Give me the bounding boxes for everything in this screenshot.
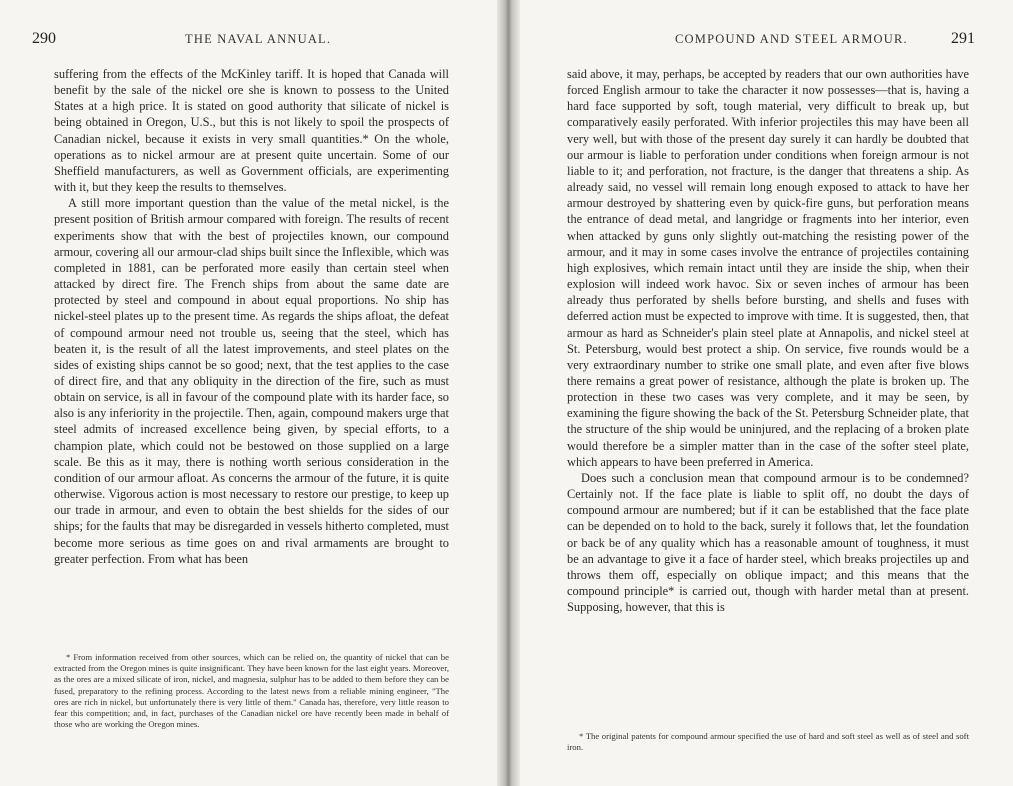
left-body-text <box>54 66 449 567</box>
right-footnote <box>567 731 969 753</box>
left-footnote <box>54 652 449 730</box>
right-body-text <box>567 66 969 615</box>
right-paragraph-1: said above, it may, perhaps, be accepted by readers that our own authorities have forced English armour to take the character it now possesses—that is, having a hard face supported by soft, tough material, very difficult to break up, but comparatively easily perforated. With inferior projectiles this may have been all very well, but with those of the present day surely it can hardly be doubted that our armour is liable to perforation under conditions when foreign armour is not liable to it; and perforation, not fracture, is the danger that threatens a ship. As already said, no vessel will remain long enough exposed to attack to have her armour destroyed by shattering even by quick-fire guns, but perforation means the entrance of dead metal, and langridge or fragments into her interior, even when attacked by guns only slightly out-matching the resisting power of the armour, and it may in some cases involve the entrance of projectiles containing high explosives, which remain intact until they are inside the ship, when their explosion will indeed work havoc. Six or seven inches of armour has been already thus perforated by shells before bursting, and shells and fuses with deferred action must be expected to improve with time. It is suggested, then, that armour as hard as Schneider's plain steel plate at Annapolis, and nickel steel at St. Petersburg, would best protect a ship. On service, five rounds would be a very extraordinary number to strike one small plate, and even after five blows there remains a great power of resistance, although the plate is broken up. The protection in these two cases was very complete, and it may be seen, by examining the figure showing the back of the St. Petersburg Schneider plate, that the structure of the ship would be uninjured, and the replacing of a broken plate would therefore be a simpler matter than in the case of the softer steel plate, which appears to have been preferred in America. <box>567 67 969 469</box>
left-paragraph-1: suffering from the effects of the McKinley tariff. It is hoped that Canada will benefit by the sale of the nickel ore she is known to possess to the United States at a high price. It is stated on good authority that silicate of nickel is being obtained in Oregon, U.S., but this is not likely to spoil the prospects of Canadian nickel, because it exists in very small quantities.* On the whole, operations as to nickel armour are at present quite uncertain. Some of our Sheffield manufacturers, as well as Government officials, are experimenting with it, but they keep the results to themselves. <box>54 67 449 195</box>
right-footnote-text: * The original patents for compound armour specified the use of hard and soft steel as well as of steel and soft iron. <box>567 731 969 753</box>
right-page <box>520 0 1013 786</box>
left-page <box>0 0 497 786</box>
left-paragraph-2: A still more important question than the value of the metal nickel, is the present position of British armour compared with foreign. The results of recent experiments show that with the best of projectiles known, our compound armour, covering all our armour-clad ships built since the Inflexible, which was completed in 1881, can be perforated more easily than certain steel when attacked by direct fire. The French ships from about the same date are protected by steel and compound in about equal proportions. No ship has nickel-steel plates up to the present time. As regards the ships afloat, the defeat of compound armour need not trouble us, seeing that the steel, which has beaten it, is the result of all the latest improvements, and steel plates on the sides of existing ships cannot be so good; next, that the test applies to the case of direct fire, and that any obliquity in the direction of the fire, such as must obtain on service, is all in favour of the compound plate with its harder face, so also is any inferiority in the projectile. Then, again, compound makers urge that steel admits of increased excellence being given, by special efforts, to a champion plate, which could not be bestowed on those supplied on a large scale. Be this as it may, there is nothing worth serious consideration in the condition of our armour afloat. As concerns the armour of the future, it is quite otherwise. Vigorous action is most necessary to restore our prestige, to keep up our trade in armour, and even to obtain the best shields for the sides of our ships; for the faults that may be disregarded in vessels hitherto completed, must become more serious as time goes on and rival armaments are brought to greater perfection. From what has been <box>54 196 449 566</box>
left-page-number: 290 <box>32 30 56 47</box>
left-running-head: THE NAVAL ANNUAL. <box>185 32 332 46</box>
book-gutter <box>497 0 520 786</box>
right-running-head: COMPOUND AND STEEL ARMOUR. <box>675 32 908 46</box>
right-paragraph-2: Does such a conclusion mean that compound armour is to be condemned? Certainly not. If the face plate is liable to split off, no doubt the days of compound armour are numbered; but if it can be established that the face plate can be depended on to hold to the back, surely it follows that, let the foundation or back be of any quality which has a reasonable amount of toughness, it must be an advantage to give it a face of harder steel, which breaks projectiles up and throws them off, especially on oblique impact; and this means that the compound principle* is carried out, though with harder metal than at present. Supposing, however, that this is <box>567 470 969 615</box>
right-page-number: 291 <box>951 30 975 47</box>
left-footnote-text: * From information received from other sources, which can be relied on, the quantity of nickel that can be extracted from the Oregon mines is quite insignificant. They have been known for the last eight years. Moreover, as the ores are a mixed silicate of iron, nickel, and magnesia, sulphur has to be added to them before they can be fused, preparatory to the refining process. According to the latest news from a reliable mining engineer, "The ores are rich in nickel, but unfortunately there is very little of them." Canada has, therefore, very little reason to fear this competition; and, in fact, purchases of the Canadian nickel ore have recently been made in behalf of those who are working the Oregon mines. <box>54 652 449 730</box>
